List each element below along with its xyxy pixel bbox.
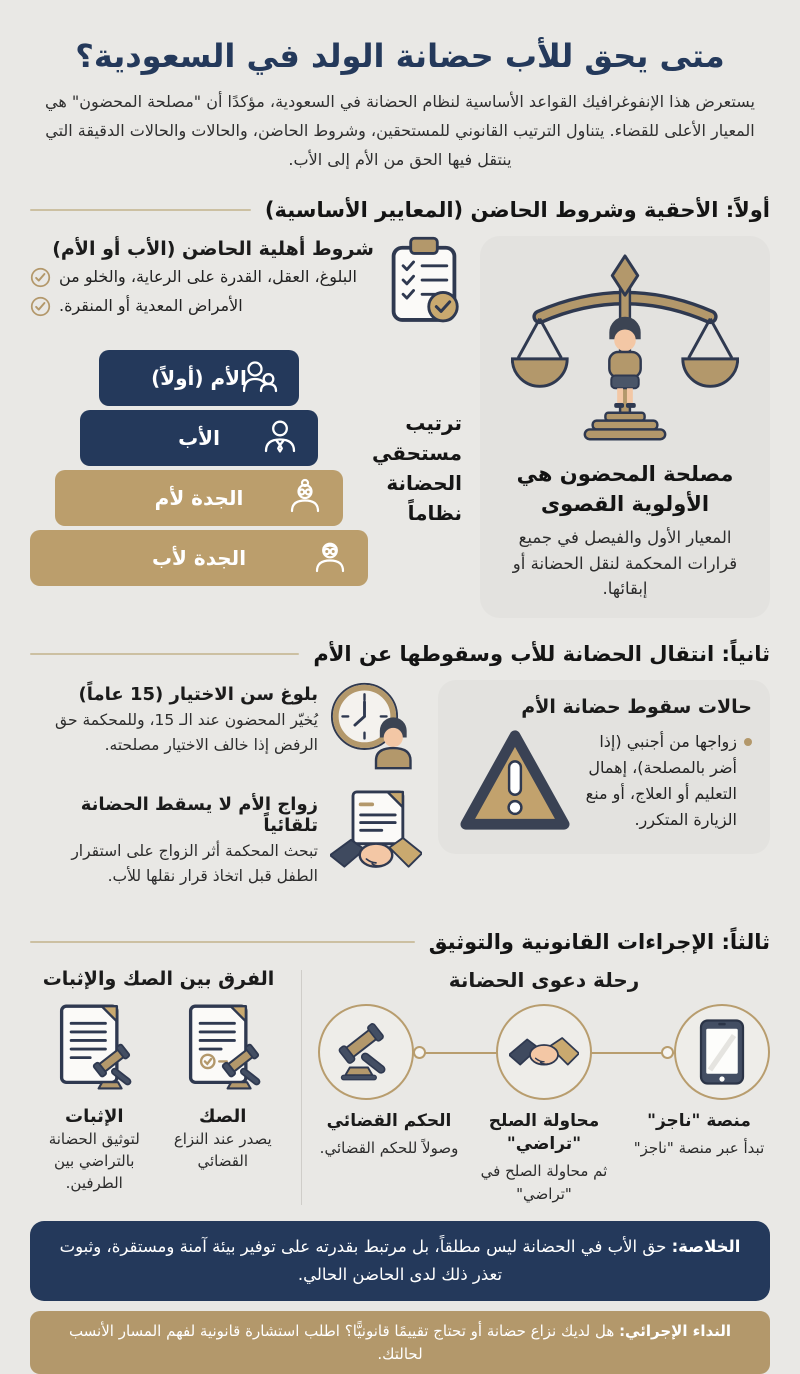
ladder-step-label: الأم (أولاً) bbox=[151, 366, 247, 391]
cta-text: هل لديك نزاع حضانة أو تحتاج تقييمًا قانونيًّا؟ اطلب استشارة قانونية لفهم المسار الأنسب لحالتك. bbox=[68, 1322, 620, 1363]
summary-lead: الخلاصة: bbox=[671, 1237, 741, 1257]
step-heading: الحكم القضائي bbox=[326, 1111, 452, 1132]
doc-body: يصدر عند النزاع القضائي bbox=[173, 1130, 272, 1171]
gavel-icon bbox=[335, 1021, 397, 1083]
summary-text: حق الأب في الحضانة ليس مطلقاً، بل مرتبط بقدرته على توفير بيئة آمنة ومستقرة، وثبوت تعذر ذلك لدى الحاضن الحالي. bbox=[59, 1237, 672, 1285]
section2-title: ثانياً: انتقال الحضانة للأب وسقوطها عن الأم bbox=[313, 641, 770, 666]
drop-card-body bbox=[456, 726, 752, 836]
summary-box bbox=[30, 1221, 770, 1301]
section3-body bbox=[30, 966, 770, 1205]
ladder-step-label: الأب bbox=[178, 426, 220, 451]
custody-order-block bbox=[30, 350, 462, 586]
section1-title: أولاً: الأحقية وشروط الحاضن (المعايير الأساسية) bbox=[264, 198, 770, 223]
drop-bullet bbox=[582, 729, 752, 833]
taradhi-node bbox=[496, 1004, 592, 1100]
doc-heading: الإثبات bbox=[64, 1106, 124, 1128]
ladder-step-paternal-grandmother bbox=[30, 530, 368, 586]
clock-person-icon bbox=[330, 680, 422, 772]
transfer-item-age bbox=[36, 680, 422, 772]
transfer-heading: زواج الأم لا يسقط الحضانة تلقائياً bbox=[80, 793, 318, 836]
eligibility-item-text: الأمراض المعدية أو المنقرة. bbox=[59, 295, 243, 315]
handshake-icon bbox=[509, 1029, 579, 1075]
docs-row bbox=[30, 1004, 287, 1194]
journey-timeline bbox=[318, 1004, 770, 1100]
eligibility-block bbox=[30, 236, 462, 326]
section2-header bbox=[30, 642, 770, 666]
vertical-divider bbox=[301, 970, 302, 1205]
step-body: تبدأ عبر منصة "ناجز" bbox=[633, 1139, 765, 1158]
tablet-icon bbox=[699, 1019, 745, 1085]
doc-item-proof bbox=[35, 1004, 153, 1194]
clipboard-icon bbox=[386, 236, 462, 326]
doc-handshake-icon bbox=[330, 790, 422, 882]
ladder-step-label: الجدة لأم bbox=[154, 486, 244, 511]
ladder-step-mother bbox=[99, 350, 299, 406]
cta-lead: النداء الإجرائي: bbox=[619, 1322, 732, 1341]
verdict-node bbox=[318, 1004, 414, 1100]
najiz-node bbox=[674, 1004, 770, 1100]
transfer-body: تبحث المحكمة أثر الزواج على استقرار الطفل قبل اتخاذ قرار نقلها للأب. bbox=[71, 841, 318, 885]
transfer-body: يُخيّر المحضون عند الـ 15، وللمحكمة حق الرفض إذا خالف الاختيار مصلحته. bbox=[55, 710, 318, 754]
priority-card-body: المعيار الأول والفيصل في جميع قرارات المحكمة لنقل الحضانة أو إبقائها. bbox=[512, 528, 738, 599]
doc-item-deed bbox=[164, 1004, 282, 1194]
justice-scale-icon bbox=[511, 254, 739, 450]
drop-card-text bbox=[582, 729, 752, 833]
ladder-label: ترتيب مستحقي الحضانة نظاماً bbox=[372, 411, 462, 526]
transfer-text bbox=[36, 680, 318, 758]
grandparent-glasses-icon bbox=[310, 538, 350, 578]
eligibility-text bbox=[30, 236, 374, 316]
docs-heading: الفرق بين الصك والإثبات bbox=[42, 968, 275, 991]
doc-heading: الصك bbox=[199, 1106, 247, 1128]
deed-document-icon bbox=[183, 1004, 263, 1096]
doc-body: لتوثيق الحضانة بالتراضي بين الطرفين. bbox=[48, 1130, 140, 1192]
timeline-labels bbox=[318, 1110, 770, 1205]
timeline-nodes bbox=[318, 1004, 770, 1100]
drop-bullet-text: زواجها من أجنبي (إذا أضر بالمصلحة)، إهمال التعليم أو العلاج، أو منع الزيارة المتكرر. bbox=[585, 732, 737, 829]
cta-box bbox=[30, 1311, 770, 1374]
journey-heading: رحلة دعوى الحضانة bbox=[448, 968, 640, 993]
intro-paragraph: يستعرض هذا الإنفوغرافيك القواعد الأساسية لنظام الحضانة في السعودية، مؤكدًا أن "مصلحة المحضون" هي المعيار الأعلى للقضاء. يتناول الترتيب القانوني للمستحقين، وشروط الحاضن، والحالات والحالات الدقيقة التي ينتقل فيها الحق من الأم إلى الأب. bbox=[45, 92, 755, 169]
section3-title: ثالثاً: الإجراءات القانونية والتوثيق bbox=[428, 930, 770, 955]
page-title: متى يحق للأب حضانة الولد في السعودية؟ bbox=[75, 37, 725, 75]
check-circle-icon bbox=[30, 296, 51, 317]
eligibility-item bbox=[30, 265, 374, 288]
taradhi-label bbox=[473, 1110, 615, 1205]
priority-card-title: مصلحة المحضون هي الأولوية القصوى bbox=[516, 462, 734, 516]
step-body: وصولاً للحكم القضائي. bbox=[319, 1139, 459, 1158]
ladder-step-father bbox=[80, 410, 318, 466]
section1-divider-line bbox=[30, 209, 251, 211]
father-icon bbox=[260, 418, 300, 458]
section1-body bbox=[30, 236, 770, 617]
grandmother-icon bbox=[285, 478, 325, 518]
ladder-step-label: الجدة لأب bbox=[151, 546, 247, 571]
step-body: ثم محاولة الصلح في "تراضي" bbox=[480, 1162, 608, 1203]
section1-header bbox=[30, 198, 770, 222]
section2-left-column bbox=[30, 680, 422, 907]
ladder-step-maternal-grandmother bbox=[55, 470, 343, 526]
transfer-item-marriage bbox=[36, 790, 422, 889]
eligibility-item-text: البلوغ، العقل، القدرة على الرعاية، والخلو من bbox=[59, 267, 357, 287]
section2-body bbox=[30, 680, 770, 907]
deed-proof-block bbox=[30, 966, 287, 1205]
drop-card-title: حالات سقوط حضانة الأم bbox=[521, 695, 752, 718]
transfer-heading: بلوغ سن الاختيار (15 عاماً) bbox=[78, 683, 318, 705]
custody-ladder bbox=[30, 350, 368, 586]
step-heading: منصة "ناجز" bbox=[647, 1111, 751, 1132]
section2-divider-line bbox=[30, 653, 299, 655]
priority-card bbox=[480, 236, 770, 617]
warning-icon bbox=[456, 726, 574, 836]
mother-child-icon bbox=[241, 358, 281, 398]
proof-document-icon bbox=[54, 1004, 134, 1096]
step-heading: محاولة الصلح "تراضي" bbox=[488, 1111, 600, 1155]
check-circle-icon bbox=[30, 267, 51, 288]
bullet-dot bbox=[744, 738, 752, 746]
verdict-label bbox=[318, 1110, 460, 1205]
custody-drop-card bbox=[438, 680, 770, 854]
eligibility-heading: شروط أهلية الحاضن (الأب أو الأم) bbox=[52, 238, 374, 261]
eligibility-item bbox=[30, 294, 374, 317]
transfer-text bbox=[36, 790, 318, 889]
section3-header bbox=[30, 930, 770, 954]
section3-divider-line bbox=[30, 941, 415, 943]
custody-journey bbox=[318, 966, 770, 1205]
najiz-label bbox=[628, 1110, 770, 1205]
section1-left-column bbox=[30, 236, 462, 586]
